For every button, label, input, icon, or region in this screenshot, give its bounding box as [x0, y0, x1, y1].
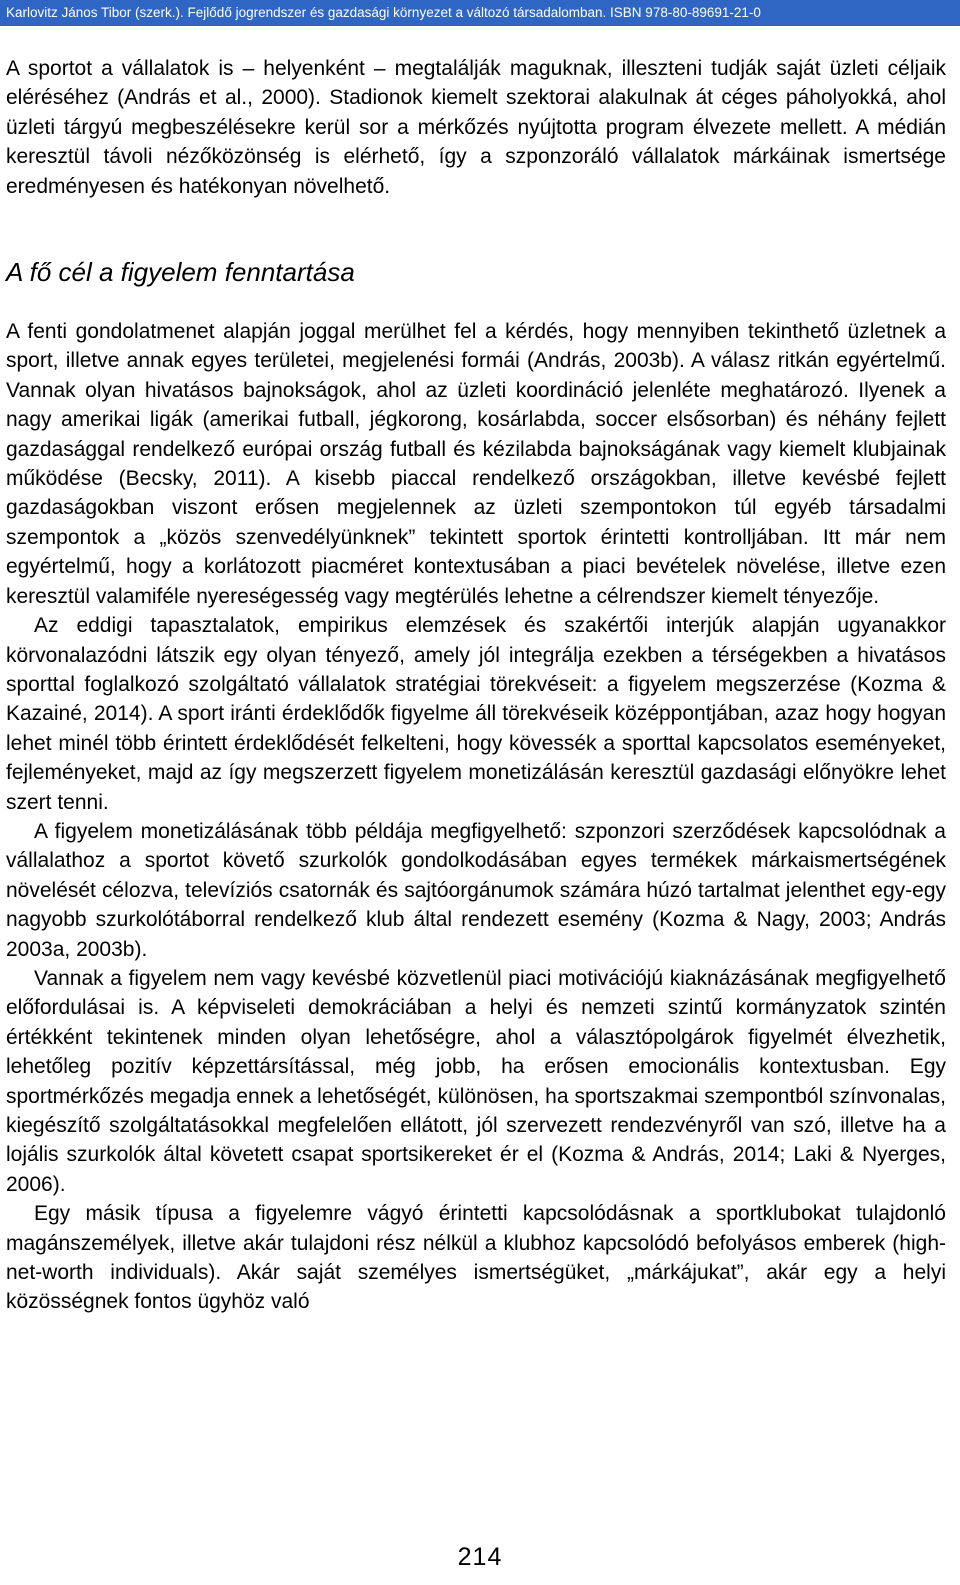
page-number: 214: [457, 1543, 503, 1571]
paragraph-monetization-examples: A figyelem monetizálásának több példája megfigyelhető: szponzori szerződések kapcsolódnak a vállalathoz a sportot követő szurkolók gondolkodásában egyes termékek márkaismertségének növelését célozva, televíziós csatornák és sajtóorgánumok számára húzó tartalmat jelenthet egy-egy nagyobb szurkolótáborral rendelkező klub által rendezett esemény (Kozma & Nagy, 2003; András 2003a, 2003b).: [6, 819, 946, 961]
citation-header: [0, 0, 960, 26]
citation-text: Karlovitz János Tibor (szerk.). Fejlődő jogrendszer és gazdasági környezet a változó társadalomban. ISBN 978-80-89691-21-0: [6, 5, 761, 20]
section-title: A fő cél a figyelem fenntartása: [6, 257, 355, 288]
paragraph-attention-factor: Az eddigi tapasztalatok, empirikus elemzések és szakértői interjúk alapján ugyanakkor körvonalazódni látszik egy olyan tényező, amely jól integrálja ezekben a térségekben a hivatásos sporttal foglalkozó szolgáltató vállalatok stratégiai törekvéseit: a figyelem megszerzése (Kozma & Kazainé, 2014). A sport iránti érdeklődők figyelme áll törekvéseik középpontjában, azaz hogy hogyan lehet minél több érintett érdeklődését felkelteni, hogy kövessék a sporttal kapcsolatos eseményeket, fejleményeket, majd az így megszerzett figyelem monetizálásán keresztül gazdasági előnyökre lehet szert tenni.: [6, 614, 946, 814]
paragraph-indirect-exploitation: Vannak a figyelem nem vagy kevésbé közvetlenül piaci motivációjú kiaknázásának megfigyelhető előfordulásai is. A képviseleti demokráciában a helyi és nemzeti szintű kormányzatok szintén értékként tekintenek minden olyan lehetőségre, ahol a választópolgárok figyelmét élvezhetik, lehetőleg pozitív képzettársítással, még jobb, ha erősen emocionális kontextusban. Egy sportmérkőzés megadja ennek a lehetőségét, különösen, ha sportszakmai szempontból színvonalas, kiegészítő szolgáltatásokkal megfelelően ellátott, jól szervezett rendezvényről van szó, illetve ha a lojális szurkolók által követett csapat sportsikereket ér el (Kozma & András, 2014; Laki & Nyerges, 2006).: [6, 966, 946, 1196]
page-body: [6, 54, 946, 1317]
paragraph-business-question: A fenti gondolatmenet alapján joggal merülhet fel a kérdés, hogy mennyiben tekinthető üzletnek a sport, illetve annak egyes területei, megjelenési formái (András, 2003b). A válasz ritkán egyértelmű. Vannak olyan hivatásos bajnokságok, ahol az üzleti koordináció jelenléte meghatározó. Ilyenek a nagy amerikai ligák (amerikai futball, jégkorong, kosárlabda, soccer elsősorban) és néhány fejlett gazdasággal rendelkező európai ország futball és kézilabda bajnokságának vagy kiemelt klubjainak működése (Becsky, 2011). A kisebb piaccal rendelkező országokban, illetve kevésbé fejlett gazdaságokban viszont erősen megjelennek az üzleti szempontokon túl egyéb társadalmi szempontok a „közös szenvedélyünknek” tekintett sportok érintetti kontrolljában. Itt már nem egyértelmű, hogy a korlátozott piacméret kontextusában a piaci bevételek növelése, illetve ezen keresztül valamiféle nyereségesség vagy megtérülés lehetne a célrendszer kiemelt tényezője.: [6, 320, 946, 608]
paragraph-private-owners: Egy másik típusa a figyelemre vágyó érintetti kapcsolódásnak a sportklubokat tulajdonló magánszemélyek, illetve akár tulajdoni rész nélkül a klubhoz kapcsolódó befolyásos emberek (high-net-worth individuals). Akár saját személyes ismertségüket, „márkájukat”, akár egy a helyi közösségnek fontos ügyhöz való: [6, 1202, 946, 1314]
paragraph-intro: A sportot a vállalatok is – helyenként – megtalálják maguknak, illeszteni tudják saját üzleti céljaik eléréséhez (András et al., 2000). Stadionok kiemelt szektorai alakulnak át céges páholyokká, ahol üzleti tárgyú megbeszélésekre kerül sor a mérkőzés nyújtotta program élvezete mellett. A médián keresztül távoli nézőközönség is elérhető, így a szponzoráló vállalatok márkáinak ismertsége eredményesen és hatékonyan növelhető.: [6, 57, 946, 198]
